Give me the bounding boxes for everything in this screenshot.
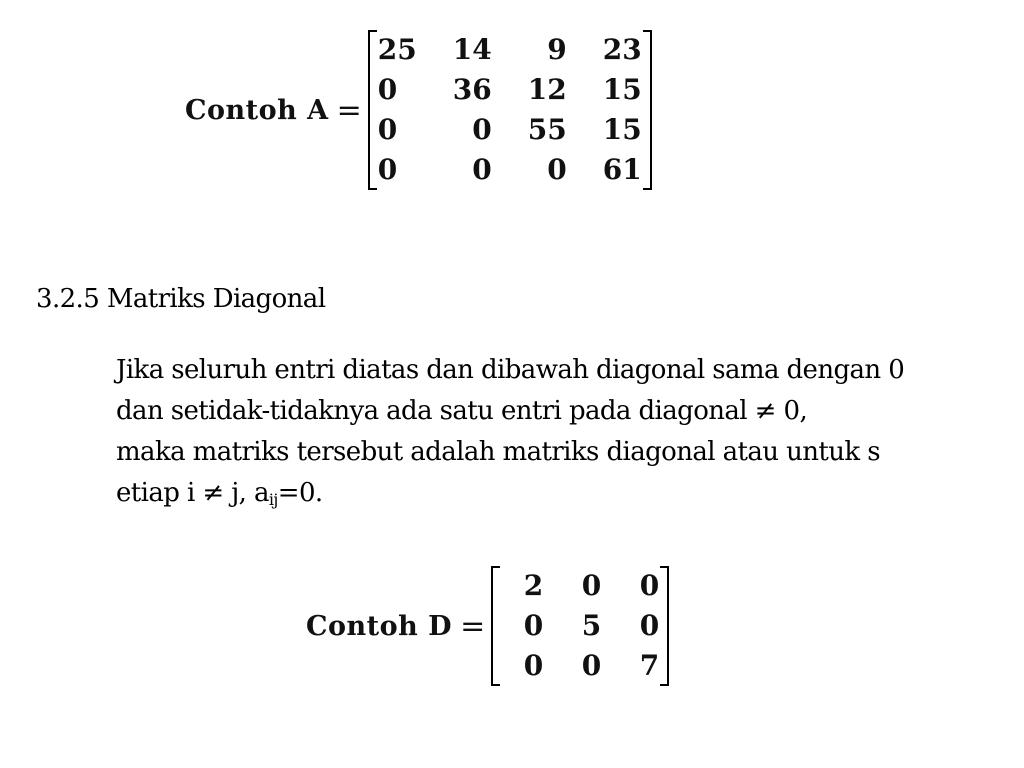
matrix-cell: 15 [602, 113, 642, 146]
matrix-cell: 0 [377, 153, 398, 186]
matrix-row [501, 606, 659, 646]
matrix-cell: 0 [581, 649, 602, 682]
matrix-cell: 14 [452, 33, 492, 66]
matrix-row [378, 110, 642, 150]
definition-paragraph [116, 350, 1016, 520]
matrix-cell: 5 [581, 609, 602, 642]
paragraph-line: maka matriks tersebut adalah matriks diagonal atau untuk s [116, 437, 880, 467]
matrix-cell: 0 [377, 73, 398, 106]
matrix-cell: 55 [527, 113, 567, 146]
matrix-row [378, 150, 642, 190]
example-a-equation [185, 30, 652, 190]
last-line-prefix: etiap i ≠ j, a [116, 478, 269, 508]
matrix-cell: 0 [472, 113, 492, 146]
matrix-cell: 15 [602, 73, 642, 106]
subscript-ij: ij [268, 490, 278, 509]
matrix-row [501, 566, 659, 606]
matrix-d [491, 566, 669, 686]
matrix-cell: 0 [377, 113, 398, 146]
matrix-cell: 0 [639, 569, 660, 602]
matrix-cell: 23 [602, 33, 642, 66]
matrix-cell: 0 [523, 649, 544, 682]
matrix-row [378, 70, 642, 110]
example-d-equals-sign: = [460, 608, 486, 644]
matrix-a [368, 30, 652, 190]
example-a-label: Contoh A [185, 94, 329, 126]
matrix-cell: 9 [547, 33, 567, 66]
paragraph-line: dan setidak-tidaknya ada satu entri pada diagonal ≠ 0, [116, 396, 808, 426]
matrix-cell: 12 [527, 73, 567, 106]
matrix-cell: 61 [602, 153, 642, 186]
matrix-cell: 2 [523, 569, 544, 602]
last-line-suffix: =0. [277, 478, 323, 508]
example-a-equals-sign: = [336, 92, 362, 128]
section-heading: 3.2.5 Matriks Diagonal [36, 284, 326, 314]
matrix-cell: 7 [639, 649, 660, 682]
matrix-cell: 0 [639, 609, 660, 642]
matrix-cell: 25 [377, 33, 417, 66]
paragraph-last-line [116, 473, 1016, 520]
example-d-equation [306, 566, 669, 686]
matrix-cell: 0 [523, 609, 544, 642]
matrix-row [378, 30, 642, 70]
matrix-cell: 0 [472, 153, 492, 186]
matrix-row [501, 646, 659, 686]
example-d-label: Contoh D [306, 610, 453, 642]
matrix-cell: 0 [547, 153, 567, 186]
paragraph-line: Jika seluruh entri diatas dan dibawah diagonal sama dengan 0 [116, 355, 905, 385]
matrix-cell: 36 [452, 73, 492, 106]
matrix-cell: 0 [581, 569, 602, 602]
